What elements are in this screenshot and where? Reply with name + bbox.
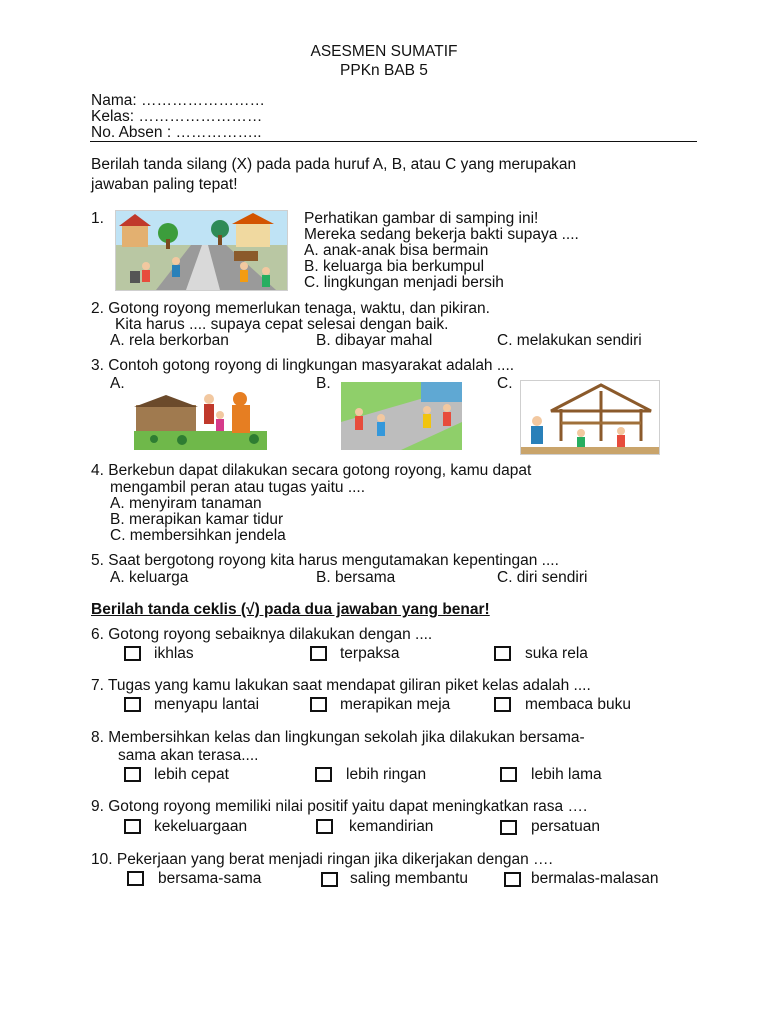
q5-option-a: A. keluarga: [110, 569, 189, 586]
q6-checkbox-2[interactable]: [310, 646, 327, 661]
q9-line-1: 9. Gotong royong memiliki nilai positif yaitu dapat meningkatkan rasa ….: [91, 798, 588, 815]
q1-number: 1.: [91, 210, 104, 227]
q3-label-b: B.: [316, 375, 331, 392]
header-divider: [90, 141, 697, 142]
q3-label-c: C.: [497, 375, 513, 392]
q6-option-1: ikhlas: [154, 645, 194, 662]
doc-subtitle: PPKn BAB 5: [340, 62, 428, 79]
q3-line-1: 3. Contoh gotong royong di lingkungan masyarakat adalah ....: [91, 357, 515, 374]
q9-option-3: persatuan: [531, 818, 600, 835]
q3-image-a: [134, 385, 267, 450]
q8-line-1: 8. Membersihkan kelas dan lingkungan sekolah jika dilakukan bersama-: [91, 729, 585, 746]
q9-checkbox-1[interactable]: [124, 819, 141, 834]
q2-option-c: C. melakukan sendiri: [497, 332, 642, 349]
q7-option-1: menyapu lantai: [154, 696, 260, 713]
q8-option-1: lebih cepat: [154, 766, 229, 783]
q10-option-1: bersama-sama: [158, 870, 262, 887]
q3-image-c: [520, 380, 660, 455]
section2-instruction: Berilah tanda ceklis (√) pada dua jawaban yang benar!: [91, 601, 490, 618]
q1-kerja-bakti-image: [115, 210, 288, 291]
q6-checkbox-3[interactable]: [494, 646, 511, 661]
q7-option-2: merapikan meja: [340, 696, 451, 713]
q8-option-3: lebih lama: [531, 766, 602, 783]
q7-checkbox-1[interactable]: [124, 697, 141, 712]
q4-line-2: mengambil peran atau tugas yaitu ....: [110, 479, 366, 496]
q8-checkbox-1[interactable]: [124, 767, 141, 782]
section1-instruction-line2: jawaban paling tepat!: [91, 176, 238, 193]
q5-option-c: C. diri sendiri: [497, 569, 588, 586]
q8-line-2: sama akan terasa....: [118, 747, 259, 764]
q3-image-b: [341, 382, 462, 450]
section1-instruction-line1: Berilah tanda silang (X) pada pada huruf A, B, atau C yang merupakan: [91, 156, 577, 173]
q7-checkbox-2[interactable]: [310, 697, 327, 712]
q7-checkbox-3[interactable]: [494, 697, 511, 712]
q8-option-2: lebih ringan: [346, 766, 427, 783]
q4-option-a: A. menyiram tanaman: [110, 495, 262, 512]
q6-option-2: terpaksa: [340, 645, 400, 662]
q8-checkbox-2[interactable]: [315, 767, 332, 782]
q5-option-b: B. bersama: [316, 569, 396, 586]
q1-option-a: A. anak-anak bisa bermain: [304, 242, 489, 259]
q2-option-a: A. rela berkorban: [110, 332, 229, 349]
q4-line-1: 4. Berkebun dapat dilakukan secara gotong royong, kamu dapat: [91, 462, 532, 479]
q10-option-2: saling membantu: [350, 870, 469, 887]
q1-option-c: C. lingkungan menjadi bersih: [304, 274, 504, 291]
q6-checkbox-1[interactable]: [124, 646, 141, 661]
q5-line-1: 5. Saat bergotong royong kita harus mengutamakan kepentingan ....: [91, 552, 559, 569]
doc-title: ASESMEN SUMATIF: [310, 43, 458, 60]
q10-checkbox-2[interactable]: [321, 872, 338, 887]
q6-option-3: suka rela: [525, 645, 588, 662]
q2-option-b: B. dibayar mahal: [316, 332, 433, 349]
q4-option-b: B. merapikan kamar tidur: [110, 511, 284, 528]
absen-field: No. Absen : ……………..: [91, 124, 262, 141]
q6-line-1: 6. Gotong royong sebaiknya dilakukan dengan ....: [91, 626, 433, 643]
q10-line-1: 10. Pekerjaan yang berat menjadi ringan jika dikerjakan dengan ….: [91, 851, 553, 868]
q2-line-2: Kita harus .... supaya cepat selesai dengan baik.: [115, 316, 449, 333]
q1-line-2: Mereka sedang bekerja bakti supaya ....: [304, 226, 579, 243]
q7-option-3: membaca buku: [525, 696, 631, 713]
q2-line-1: 2. Gotong royong memerlukan tenaga, waktu, dan pikiran.: [91, 300, 490, 317]
q9-checkbox-2[interactable]: [316, 819, 333, 834]
q9-checkbox-3[interactable]: [500, 820, 517, 835]
q9-option-1: kekeluargaan: [154, 818, 248, 835]
q7-line-1: 7. Tugas yang kamu lakukan saat mendapat giliran piket kelas adalah ....: [91, 677, 591, 694]
q10-checkbox-3[interactable]: [504, 872, 521, 887]
q10-option-3: bermalas-malasan: [531, 870, 659, 887]
q4-option-c: C. membersihkan jendela: [110, 527, 286, 544]
q1-line-1: Perhatikan gambar di samping ini!: [304, 210, 539, 227]
q8-checkbox-3[interactable]: [500, 767, 517, 782]
nama-field: Nama: ……………………: [91, 92, 265, 109]
kelas-field: Kelas: ……………………: [91, 108, 263, 125]
q3-label-a: A.: [110, 375, 125, 392]
q9-option-2: kemandirian: [349, 818, 434, 835]
q1-option-b: B. keluarga bia berkumpul: [304, 258, 485, 275]
q10-checkbox-1[interactable]: [127, 871, 144, 886]
